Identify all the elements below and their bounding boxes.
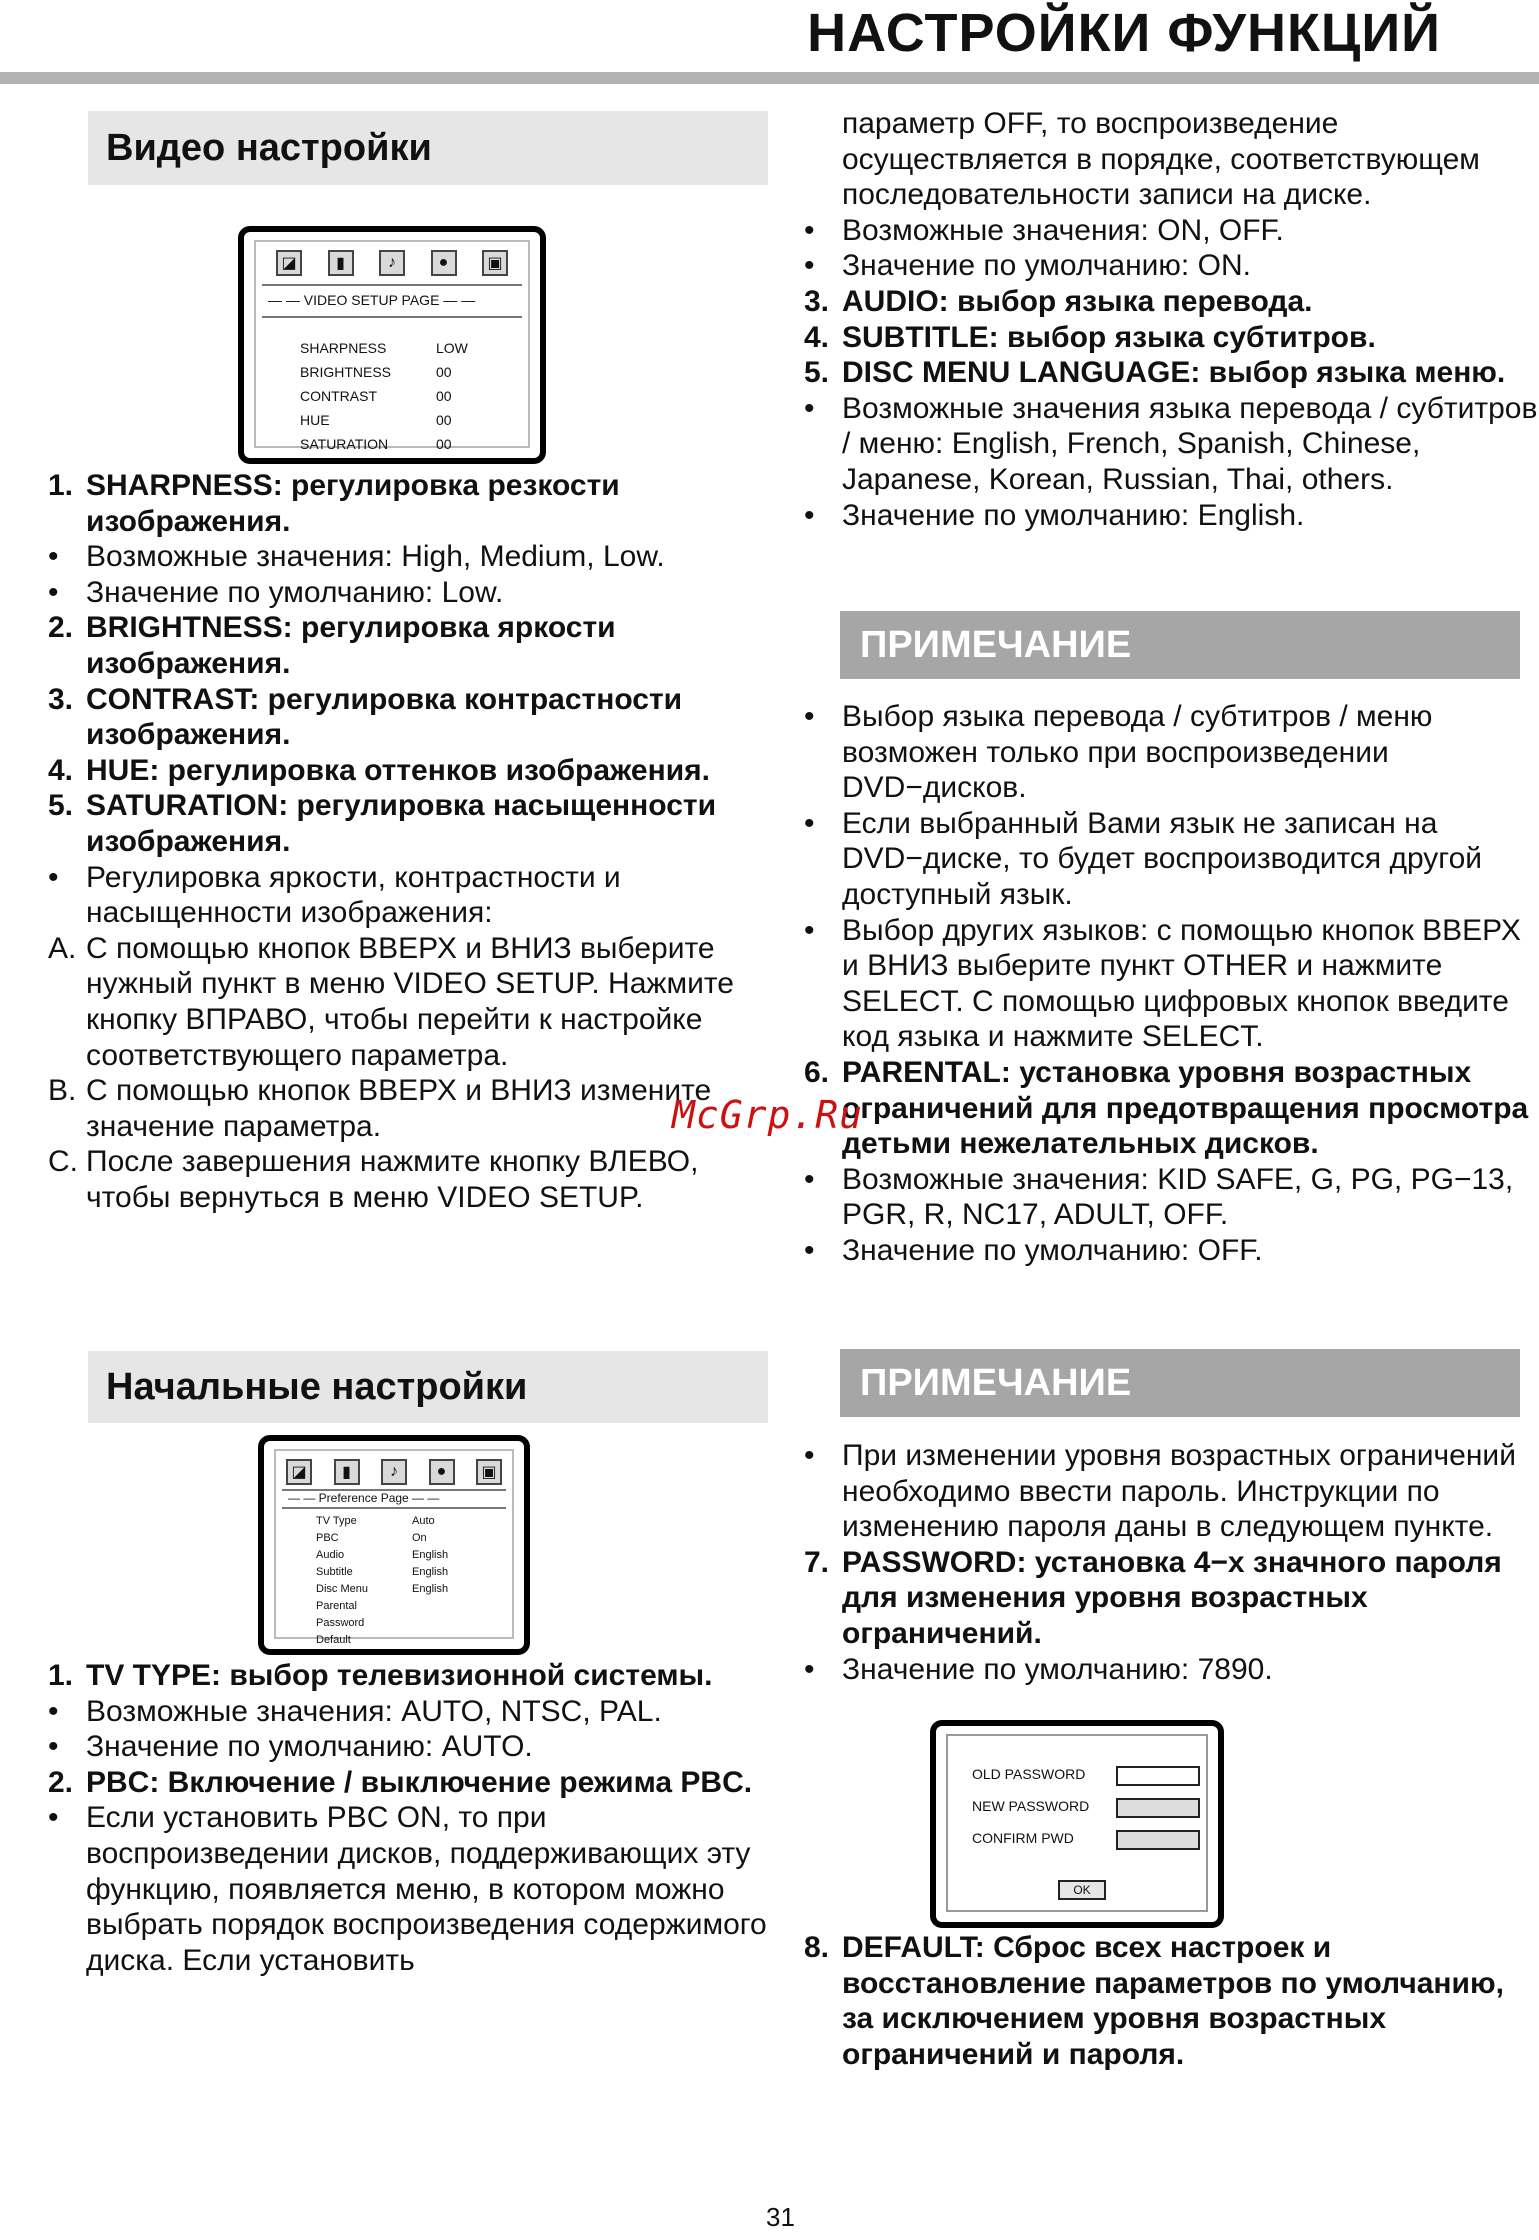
setting-row[interactable] (316, 1547, 448, 1564)
preference-rows (316, 1513, 448, 1649)
list-text: Выбор других языков: с помощью кнопок ВВЕРХ и ВНИЗ выберите пункт OTHER и нажмите SELECT. С помощью цифровых кнопок введите код языка и нажмите SELECT. (842, 913, 1521, 1054)
list-text: PARENTAL: установка уровня возрастных ограничений для предотвращения просмотра детьми нежелательных дисков. (842, 1055, 1529, 1161)
setting-row[interactable] (300, 336, 468, 360)
preference-icon: ▣ (482, 250, 508, 276)
setting-label: Disc Menu (316, 1583, 368, 1595)
new-password-label: NEW PASSWORD (972, 1798, 1090, 1814)
list-marker: 7. (804, 1545, 830, 1579)
screen-icon-bar (286, 1459, 502, 1485)
password-screen (930, 1720, 1224, 1928)
setting-label: CONTRAST (300, 388, 377, 404)
page-title: НАСТРОЙКИ ФУНКЦИЙ (807, 3, 1441, 63)
list-item (48, 931, 768, 1073)
speaker-icon: ▮ (334, 1459, 360, 1485)
list-item (804, 1055, 1539, 1162)
list-text: BRIGHTNESS: регулировка яркости изображения. (86, 611, 616, 680)
screen-divider (262, 284, 522, 286)
video-setup-rows (300, 336, 468, 456)
note1-list (804, 699, 1539, 1269)
preference-icon: ▣ (476, 1459, 502, 1485)
list-text: Значение по умолчанию: Low. (86, 575, 504, 609)
speaker-icon: ▮ (328, 250, 354, 276)
list-item (804, 1162, 1539, 1233)
list-text: Если установить PBC ON, то при воспроизведении дисков, поддерживающих эту функцию, появляется меню, в котором можно выбрать порядок воспроизведения содержимого диска. Если установить (86, 1801, 767, 1977)
list-marker: 4. (48, 753, 74, 787)
list-marker: 1. (48, 1659, 74, 1692)
setting-value: English (412, 1549, 449, 1561)
screen-icon-bar (276, 250, 508, 276)
setting-row[interactable] (316, 1513, 448, 1530)
list-text: HUE: регулировка оттенков изображения. (86, 753, 711, 787)
list-text: С помощью кнопок ВВЕРХ и ВНИЗ выберите нужный пункт в меню VIDEO SETUP. Нажмите кнопку ВПРАВО, чтобы перейти к настройке соответствующего параметра. (86, 931, 734, 1072)
list-item (48, 1694, 768, 1730)
list-text: AUDIO: выбор языка перевода. (842, 284, 1313, 318)
list-text: Возможные значения: AUTO, NTSC, PAL. (86, 1694, 662, 1728)
setting-value: 00 (436, 388, 452, 404)
list-text: С помощью кнопок ВВЕРХ и ВНИЗ измените значение параметра. (86, 1074, 712, 1143)
list-marker: • (804, 913, 815, 947)
list-item (804, 320, 1539, 356)
list-text: DEFAULT: Сброс всех настроек и восстановление параметров по умолчанию, за исключением уровня возрастных ограничений и пароля. (842, 1931, 1504, 2071)
list-text: DISC MENU LANGUAGE: выбор языка меню. (842, 356, 1506, 390)
setting-row[interactable] (316, 1598, 448, 1615)
list-marker: 5. (804, 356, 830, 390)
list-marker: • (804, 1162, 815, 1196)
list-text: параметр OFF, то воспроизведение осуществляется в порядке, соответствующем последовательности записи на диске. (842, 107, 1480, 212)
setting-label: Subtitle (316, 1566, 353, 1578)
list-item (48, 1144, 768, 1215)
old-password-field[interactable] (1116, 1766, 1200, 1786)
list-marker: 2. (48, 1765, 74, 1799)
preference-settings-heading: Начальные настройки (88, 1351, 768, 1423)
setting-label: TV Type (316, 1515, 357, 1527)
list-marker: • (804, 700, 815, 733)
list-item (804, 1930, 1539, 2072)
setting-label: BRIGHTNESS (300, 364, 392, 380)
list-text: PBC: Включение / выключение режима PBC. (86, 1765, 753, 1799)
list-marker: • (48, 1730, 59, 1764)
list-marker: 5. (48, 789, 74, 823)
list-item (804, 355, 1539, 391)
list-marker: • (804, 498, 815, 532)
setting-value: English (412, 1583, 449, 1595)
list-text: Если выбранный Вами язык не записан на DVD−диске, то будет воспроизводится другой доступный язык. (842, 806, 1483, 911)
list-item (48, 610, 768, 681)
setting-row[interactable] (316, 1581, 448, 1598)
list-marker: • (48, 860, 59, 894)
screen-divider (282, 1507, 506, 1509)
list-marker: • (48, 540, 59, 574)
preference-list-right (804, 106, 1539, 533)
list-text: При изменении уровня возрастных ограничений необходимо ввести пароль. Инструкции по изменению пароля даны в следующем пункте. (842, 1439, 1516, 1544)
setting-label: SHARPNESS (300, 340, 387, 356)
old-password-label: OLD PASSWORD (972, 1766, 1086, 1782)
list-text: SATURATION: регулировка насыщенности изображения. (86, 789, 717, 858)
list-text: Возможные значения: High, Medium, Low. (86, 540, 665, 574)
setting-row[interactable] (316, 1615, 448, 1632)
list-marker: B. (48, 1074, 77, 1108)
list-item (48, 1765, 768, 1801)
list-marker: • (804, 249, 815, 283)
list-marker: 2. (48, 611, 74, 645)
list-text: Возможные значения: ON, OFF. (842, 213, 1284, 247)
confirm-password-field[interactable] (1116, 1830, 1200, 1850)
page-number: 31 (766, 2202, 795, 2232)
list-item (804, 913, 1539, 1055)
general-icon: ◪ (286, 1459, 312, 1485)
list-item (804, 213, 1539, 249)
list-item (48, 1800, 768, 1978)
list-item (804, 1545, 1539, 1652)
confirm-password-label: CONFIRM PWD (972, 1830, 1074, 1846)
setting-label: SATURATION (300, 436, 389, 452)
list-item (48, 788, 768, 859)
setting-row[interactable] (316, 1530, 448, 1547)
list-text: Значение по умолчанию: English. (842, 498, 1305, 532)
list-item (48, 468, 768, 539)
list-item (804, 1652, 1539, 1688)
list-text: CONTRAST: регулировка контрастности изображения. (86, 682, 683, 752)
list-item (48, 1729, 768, 1765)
setting-label: HUE (300, 412, 330, 428)
preference-screen (258, 1435, 530, 1655)
preference-screen-title: — — Preference Page — — (288, 1491, 440, 1505)
list-marker: • (48, 1801, 59, 1835)
list-marker: 3. (804, 284, 830, 318)
list-item (48, 575, 768, 611)
list-marker: • (804, 806, 815, 840)
screen-divider (262, 316, 522, 318)
video-settings-heading: Видео настройки (88, 111, 768, 185)
list-item (48, 753, 768, 789)
ok-button[interactable]: OK (1058, 1880, 1106, 1900)
list-marker: • (804, 213, 815, 247)
list-marker: C. (48, 1145, 78, 1179)
setting-row[interactable] (300, 384, 468, 408)
video-icon: ● (431, 250, 457, 276)
setting-value: English (412, 1566, 449, 1578)
new-password-field[interactable] (1116, 1798, 1200, 1818)
list-item (804, 1233, 1539, 1269)
list-item (804, 391, 1539, 498)
list-item (804, 284, 1539, 320)
list-text: PASSWORD: установка 4−х значного пароля для изменения уровня возрастных ограничений. (842, 1545, 1502, 1650)
general-icon: ◪ (276, 250, 302, 276)
setting-row[interactable] (300, 360, 468, 384)
video-screen-title: — — VIDEO SETUP PAGE — — (268, 292, 476, 308)
note-heading-2: ПРИМЕЧАНИЕ (840, 1349, 1520, 1417)
title-rule (0, 72, 1539, 84)
list-text: Значение по умолчанию: OFF. (842, 1233, 1263, 1267)
setting-value: On (412, 1532, 427, 1544)
setting-row[interactable] (300, 408, 468, 432)
list-item (804, 498, 1539, 534)
list-text: Значение по умолчанию: 7890. (842, 1652, 1273, 1686)
setting-label: Default (316, 1634, 351, 1646)
list-text: Регулировка яркости, контрастности и насыщенности изображения: (86, 860, 621, 930)
list-marker: • (804, 1652, 815, 1686)
list-text: SUBTITLE: выбор языка субтитров. (842, 320, 1376, 354)
video-settings-list (48, 468, 768, 1215)
list-item (804, 1438, 1539, 1545)
default-item (804, 1930, 1539, 2072)
note2-list (804, 1438, 1539, 1687)
watermark: McGrp.Ru (672, 1093, 864, 1137)
audio-icon: ♪ (381, 1459, 407, 1485)
list-text: Возможные значения языка перевода / субтитров / меню: English, French, Spanish, Chinese, Japanese, Korean, Russian, Thai, others. (842, 391, 1538, 496)
list-marker: 6. (804, 1055, 830, 1089)
list-item (48, 860, 768, 931)
setting-label: Parental (316, 1600, 357, 1612)
list-text: Возможные значения: KID SAFE, G, PG, PG−13, PGR, R, NC17, ADULT, OFF. (842, 1162, 1514, 1232)
audio-icon: ♪ (379, 250, 405, 276)
video-icon: ● (429, 1459, 455, 1485)
list-marker: 4. (804, 320, 830, 354)
list-text: После завершения нажмите кнопку ВЛЕВО, чтобы вернуться в меню VIDEO SETUP. (86, 1145, 699, 1214)
list-text: TV TYPE: выбор телевизионной системы. (86, 1659, 713, 1692)
list-marker: A. (48, 931, 77, 965)
video-setup-screen (238, 226, 546, 464)
list-marker: • (48, 1694, 59, 1728)
list-marker: • (804, 1233, 815, 1267)
setting-value: 00 (436, 412, 452, 428)
preference-list-left (48, 1658, 768, 1978)
list-marker: 8. (804, 1931, 830, 1964)
list-item (804, 106, 1539, 213)
list-item (804, 699, 1539, 806)
list-marker: • (48, 575, 59, 609)
setting-label: Password (316, 1617, 365, 1629)
list-item (48, 539, 768, 575)
list-marker: 3. (48, 682, 74, 716)
setting-row[interactable] (300, 432, 468, 456)
setting-label: Audio (316, 1549, 345, 1561)
setting-value: 00 (436, 436, 452, 452)
setting-label: PBC (316, 1532, 339, 1544)
list-text: Значение по умолчанию: AUTO. (86, 1730, 533, 1764)
list-item (48, 1658, 768, 1694)
list-marker: • (804, 1439, 815, 1472)
list-marker: • (804, 391, 815, 425)
list-item (48, 682, 768, 753)
list-item (804, 806, 1539, 913)
setting-row[interactable] (316, 1564, 448, 1581)
setting-row[interactable] (316, 1632, 448, 1649)
setting-value: LOW (436, 340, 468, 356)
setting-value: 00 (436, 364, 452, 380)
list-item (48, 1073, 768, 1144)
list-text: Выбор языка перевода / субтитров / меню возможен только при воспроизведении DVD−дисков. (842, 700, 1433, 805)
list-marker: 1. (48, 469, 74, 502)
setting-value: Auto (412, 1515, 435, 1527)
list-text: SHARPNESS: регулировка резкости изображения. (86, 469, 620, 538)
list-item (804, 248, 1539, 284)
list-text: Значение по умолчанию: ON. (842, 249, 1251, 283)
note-heading-1: ПРИМЕЧАНИЕ (840, 611, 1520, 679)
